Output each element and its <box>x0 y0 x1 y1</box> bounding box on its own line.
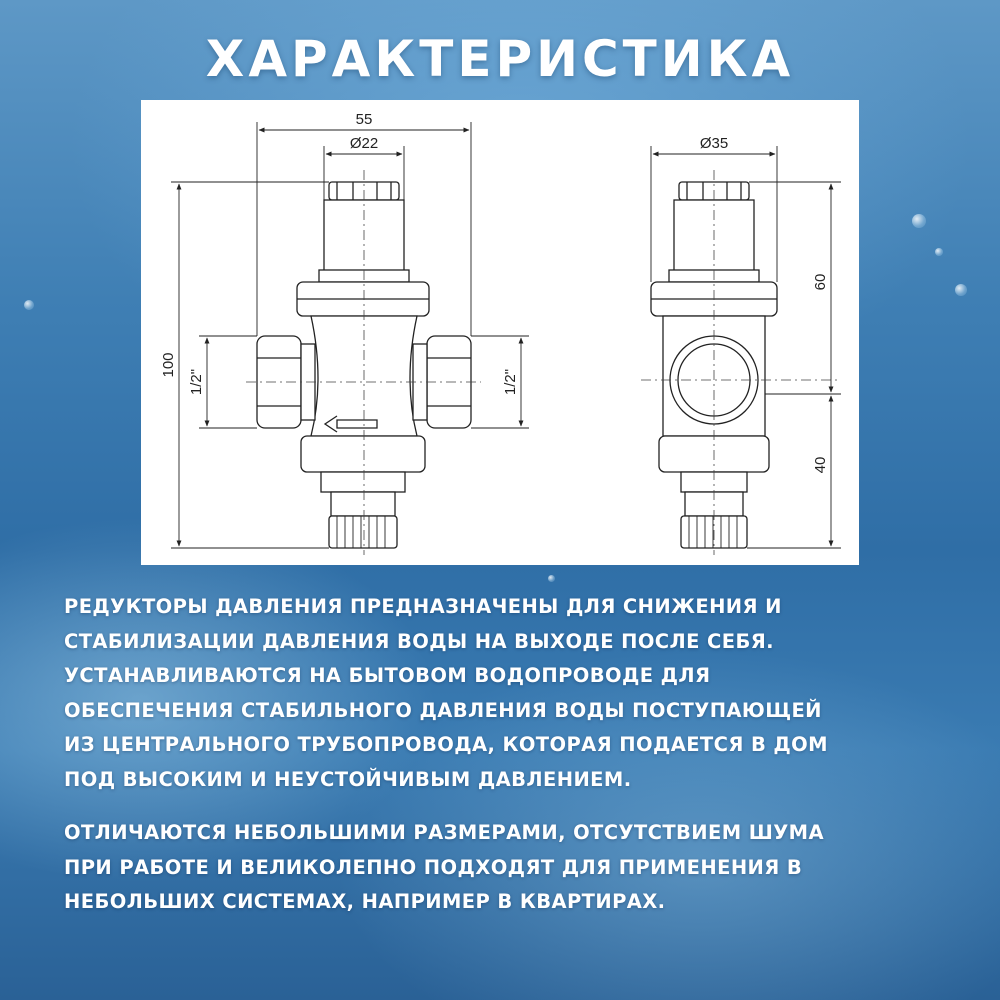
dim-nut-diameter: Ø22 <box>349 135 379 152</box>
water-drop-4 <box>24 300 34 310</box>
text-line: УСТАНАВЛИВАЮТСЯ НА БЫТОВОМ ВОДОПРОВОДЕ ДЛЯ <box>64 664 711 687</box>
description-paragraph-1 <box>64 590 944 797</box>
water-drop-1 <box>912 214 926 228</box>
dim-thread-right: 1/2" <box>502 368 519 396</box>
text-line: ОБЕСПЕЧЕНИЯ СТАБИЛЬНОГО ДАВЛЕНИЯ ВОДЫ ПОСТУПАЮЩЕЙ <box>64 698 822 722</box>
text-line: ПРИ РАБОТЕ И ВЕЛИКОЛЕПНО ПОДХОДЯТ ДЛЯ ПРИМЕНЕНИЯ В <box>64 855 803 879</box>
dim-upper-height: 60 <box>812 273 829 291</box>
text-line: ПОД ВЫСОКИМ И НЕУСТОЙЧИВЫМ ДАВЛЕНИЕМ. <box>64 767 632 791</box>
technical-drawing <box>141 100 859 565</box>
water-drop-3 <box>955 284 967 296</box>
dim-side-diameter: Ø35 <box>699 135 729 152</box>
text-line: ОТЛИЧАЮТСЯ НЕБОЛЬШИМИ РАЗМЕРАМИ, ОТСУТСТВИЕМ ШУМА <box>64 821 824 844</box>
text-line: НЕБОЛЬШИХ СИСТЕМАХ, НАПРИМЕР В КВАРТИРАХ. <box>64 890 666 913</box>
text-line: СТАБИЛИЗАЦИИ ДАВЛЕНИЯ ВОДЫ НА ВЫХОДЕ ПОСЛЕ СЕБЯ. <box>64 629 774 653</box>
page-title: ХАРАКТЕРИСТИКА <box>205 30 795 88</box>
dim-lower-height: 40 <box>812 456 829 474</box>
water-drop-2 <box>935 248 943 256</box>
technical-drawing-panel <box>141 100 859 565</box>
text-line: ИЗ ЦЕНТРАЛЬНОГО ТРУБОПРОВОДА, КОТОРАЯ ПОДАЕТСЯ В ДОМ <box>64 733 828 756</box>
dim-overall-height: 100 <box>160 352 177 378</box>
description-paragraph-2 <box>64 816 944 920</box>
dim-thread-left: 1/2" <box>188 368 205 396</box>
dim-overall-width: 55 <box>355 111 373 128</box>
text-line: РЕДУКТОРЫ ДАВЛЕНИЯ ПРЕДНАЗНАЧЕНЫ ДЛЯ СНИЖЕНИЯ И <box>64 595 782 618</box>
water-drop-5 <box>548 575 555 582</box>
